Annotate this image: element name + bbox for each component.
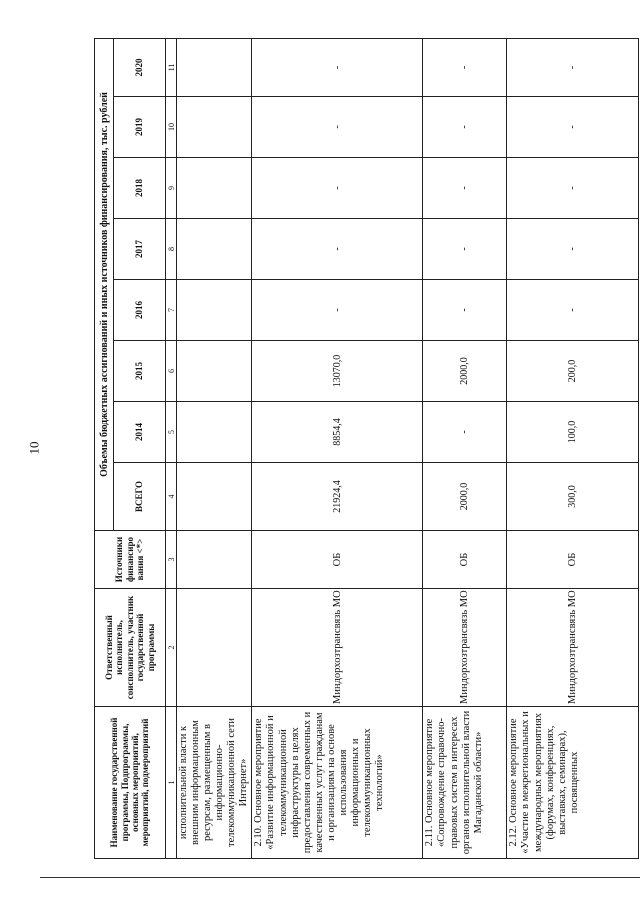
row-source: ОБ <box>423 531 507 589</box>
row-value: 300,0 <box>507 463 639 531</box>
row-value: - <box>252 158 423 219</box>
row-name: исполнительной власти к внешним информационным ресурсам, размещенным в информационно-телекоммуникационной сети Интернет» <box>177 707 252 859</box>
column-number: 10 <box>166 97 177 158</box>
table-row <box>423 38 507 858</box>
header-source: Источники финансиро вания <*> <box>95 531 166 589</box>
row-value: 21924,4 <box>252 463 423 531</box>
row-value <box>177 280 252 341</box>
column-number: 3 <box>166 531 177 589</box>
row-value: - <box>507 97 639 158</box>
row-value: 100,0 <box>507 402 639 463</box>
row-source: ОБ <box>252 531 423 589</box>
table-row <box>252 38 423 858</box>
header-responsible: Ответственный исполнитель, соисполнитель, участник государственной программы <box>95 589 166 707</box>
column-number: 11 <box>166 38 177 96</box>
row-value: - <box>423 219 507 280</box>
column-number: 4 <box>166 463 177 531</box>
funding-table <box>94 38 639 859</box>
row-value: - <box>507 280 639 341</box>
row-value: - <box>423 38 507 96</box>
column-number: 6 <box>166 341 177 402</box>
row-value: - <box>423 158 507 219</box>
row-value: - <box>507 38 639 96</box>
header-year: 2017 <box>114 219 166 280</box>
row-value <box>177 402 252 463</box>
row-value: - <box>507 158 639 219</box>
row-responsible: Миндорхозтрансвязь МО <box>423 589 507 707</box>
row-value <box>177 219 252 280</box>
row-value: 13070,0 <box>252 341 423 402</box>
header-year: 2016 <box>114 280 166 341</box>
row-name: 2.10. Основное мероприятие «Развитие информационной и телекоммуникационной инфраструктуры в целях предоставления современных и качественных услуг гражданам и организациям на основе использования информационных и телекоммуникационных технологий» <box>252 707 423 859</box>
header-year: 2019 <box>114 97 166 158</box>
row-value: - <box>507 219 639 280</box>
row-responsible: Миндорхозтрансвязь МО <box>252 589 423 707</box>
row-value: 8854,4 <box>252 402 423 463</box>
row-value: - <box>423 402 507 463</box>
header-year: 2018 <box>114 158 166 219</box>
header-total: ВСЕГО <box>114 463 166 531</box>
header-year: 2014 <box>114 402 166 463</box>
row-value: - <box>423 280 507 341</box>
header-year: 2020 <box>114 38 166 96</box>
row-responsible: Миндорхозтрансвязь МО <box>507 589 639 707</box>
column-number-row <box>166 38 177 858</box>
row-responsible <box>177 589 252 707</box>
row-value <box>177 38 252 96</box>
row-value: 2000,0 <box>423 463 507 531</box>
column-number: 1 <box>166 707 177 859</box>
column-number: 2 <box>166 589 177 707</box>
header-name: Наименование государственной программы, Подпрограммы, основных мероприятий, мероприятий, подмероприятий <box>95 707 166 859</box>
row-source: ОБ <box>507 531 639 589</box>
row-name: 2.12. Основное мероприятие «Участие в межрегиональных и международных мероприятиях (форумах, конференциях, выставках, семинарах), посвященных <box>507 707 639 859</box>
row-source <box>177 531 252 589</box>
row-value: - <box>252 38 423 96</box>
footer-divider <box>40 877 640 878</box>
row-value: 2000,0 <box>423 341 507 402</box>
row-value: - <box>252 280 423 341</box>
row-value: 200,0 <box>507 341 639 402</box>
column-number: 8 <box>166 219 177 280</box>
rotated-table-wrapper <box>94 39 639 859</box>
header-year: 2015 <box>114 341 166 402</box>
column-number: 5 <box>166 402 177 463</box>
column-number: 9 <box>166 158 177 219</box>
table-row <box>507 38 639 858</box>
row-value <box>177 158 252 219</box>
row-name: 2.11. Основное мероприятие «Сопровождение справочно-правовых систем в интересах органов исполнительной власти Магаданской области» <box>423 707 507 859</box>
row-value <box>177 463 252 531</box>
header-funding-group: Объемы бюджетных ассигнований и иных источников финансирования, тыс. рублей <box>95 38 114 530</box>
row-value: - <box>252 219 423 280</box>
page-number: 10 <box>26 441 42 455</box>
row-value: - <box>252 97 423 158</box>
row-value <box>177 341 252 402</box>
row-value <box>177 97 252 158</box>
table-row <box>177 38 252 858</box>
header-row-1 <box>95 38 114 858</box>
row-value: - <box>423 97 507 158</box>
column-number: 7 <box>166 280 177 341</box>
